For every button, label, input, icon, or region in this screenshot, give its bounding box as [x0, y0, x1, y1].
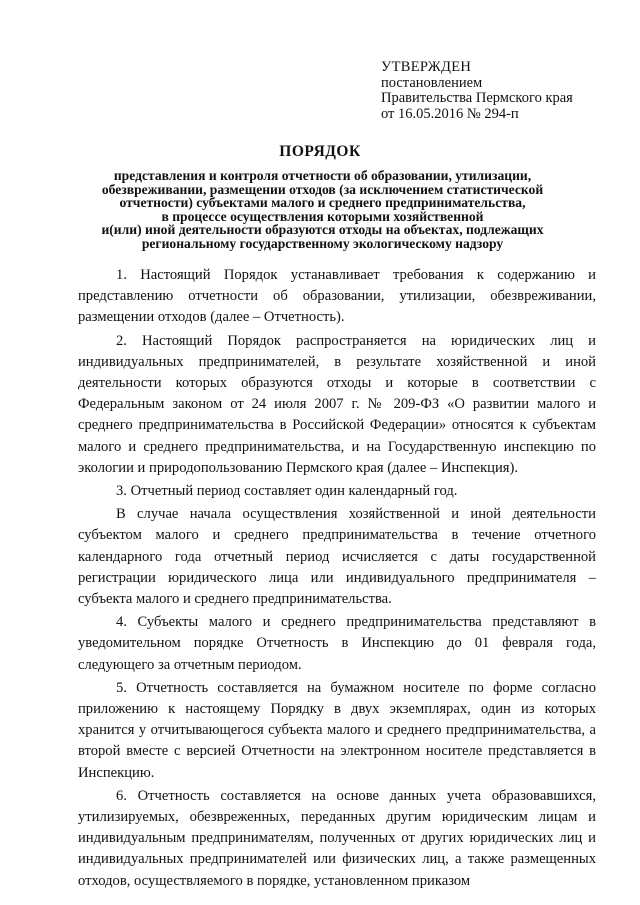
paragraph-1: 1. Настоящий Порядок устанавливает требования к содержанию и представлению отчетности об образовании, утилизации, обезвреживании, размещении отходов (далее – Отчетность).: [78, 267, 596, 326]
subtitle-line-3: отчетности) субъектами малого и среднего предпринимательства,: [119, 195, 526, 211]
approval-line-1: УТВЕРЖДЕН: [381, 59, 472, 75]
subtitle-line-6: региональному государственному экологическому надзору: [141, 235, 504, 251]
subtitle-line-5: и(или) иной деятельности образуются отходы на объектах, подлежащих: [101, 222, 544, 238]
subtitle-line-2: обезвреживании, размещении отходов (за исключением статистической: [101, 181, 544, 197]
document-subtitle: [80, 169, 565, 251]
paragraph-6: 6. Отчетность составляется на основе данных учета образовавшихся, утилизируемых, обезвреженных, переданных другим юридическим лицам и индивидуальным предпринимателям, полученных от других юридических лиц и индивидуальных предпринимателей или физических лиц, а также размещенных отходов, осуществляемого в порядке, установленном приказом: [78, 787, 596, 889]
paragraph-2: 2. Настоящий Порядок распространяется на юридических лиц и индивидуальных предпринимателей, в результате хозяйственной и иной деятельности которых образуются отходы и которые в соответствии с Федеральным законом от 24 июля 2007 г. № 209-ФЗ «О развитии малого и среднего предпринимательства в Российской Федерации» относятся к субъектам малого и среднего предпринимательства, и на Государственную инспекцию по экологии и природопользованию Пермского края (далее – Инспекция).: [78, 332, 596, 476]
approval-line-4: от 16.05.2016 № 294-п: [381, 105, 519, 122]
paragraph-5: 5. Отчетность составляется на бумажном носителе по форме согласно приложению к настоящему Порядку в двух экземплярах, один из которых хранится у отчитывающегося субъекта малого и среднего предпринимательства, а второй вместе с версией Отчетности на электронном носителе представляется в Инспекцию.: [78, 679, 596, 781]
subtitle-line-1: представления и контроля отчетности об образовании, утилизации,: [113, 168, 532, 183]
document-title: ПОРЯДОК: [279, 143, 361, 160]
paragraph-4: 4. Субъекты малого и среднего предпринимательства представляют в уведомительном порядке Отчетность в Инспекцию до 01 февраля года, следующего за отчетным периодом.: [78, 614, 596, 673]
paragraph-3: 3. Отчетный период составляет один календарный год.: [116, 483, 458, 500]
document-body: [78, 265, 596, 894]
approval-line-2: постановлением: [381, 74, 483, 91]
approval-line-3: Правительства Пермского края: [381, 90, 573, 106]
approval-block: [381, 60, 573, 122]
paragraph-3-continued: В случае начала осуществления хозяйственной и иной деятельности субъектом малого и среднего предпринимательства в течение отчетного календарного года отчетный период исчисляется с даты государственной регистрации юридического лица или индивидуального предпринимателя – субъекта малого и среднего предпринимательства.: [78, 506, 596, 608]
subtitle-line-4: в процессе осуществления которыми хозяйственной: [161, 208, 484, 224]
